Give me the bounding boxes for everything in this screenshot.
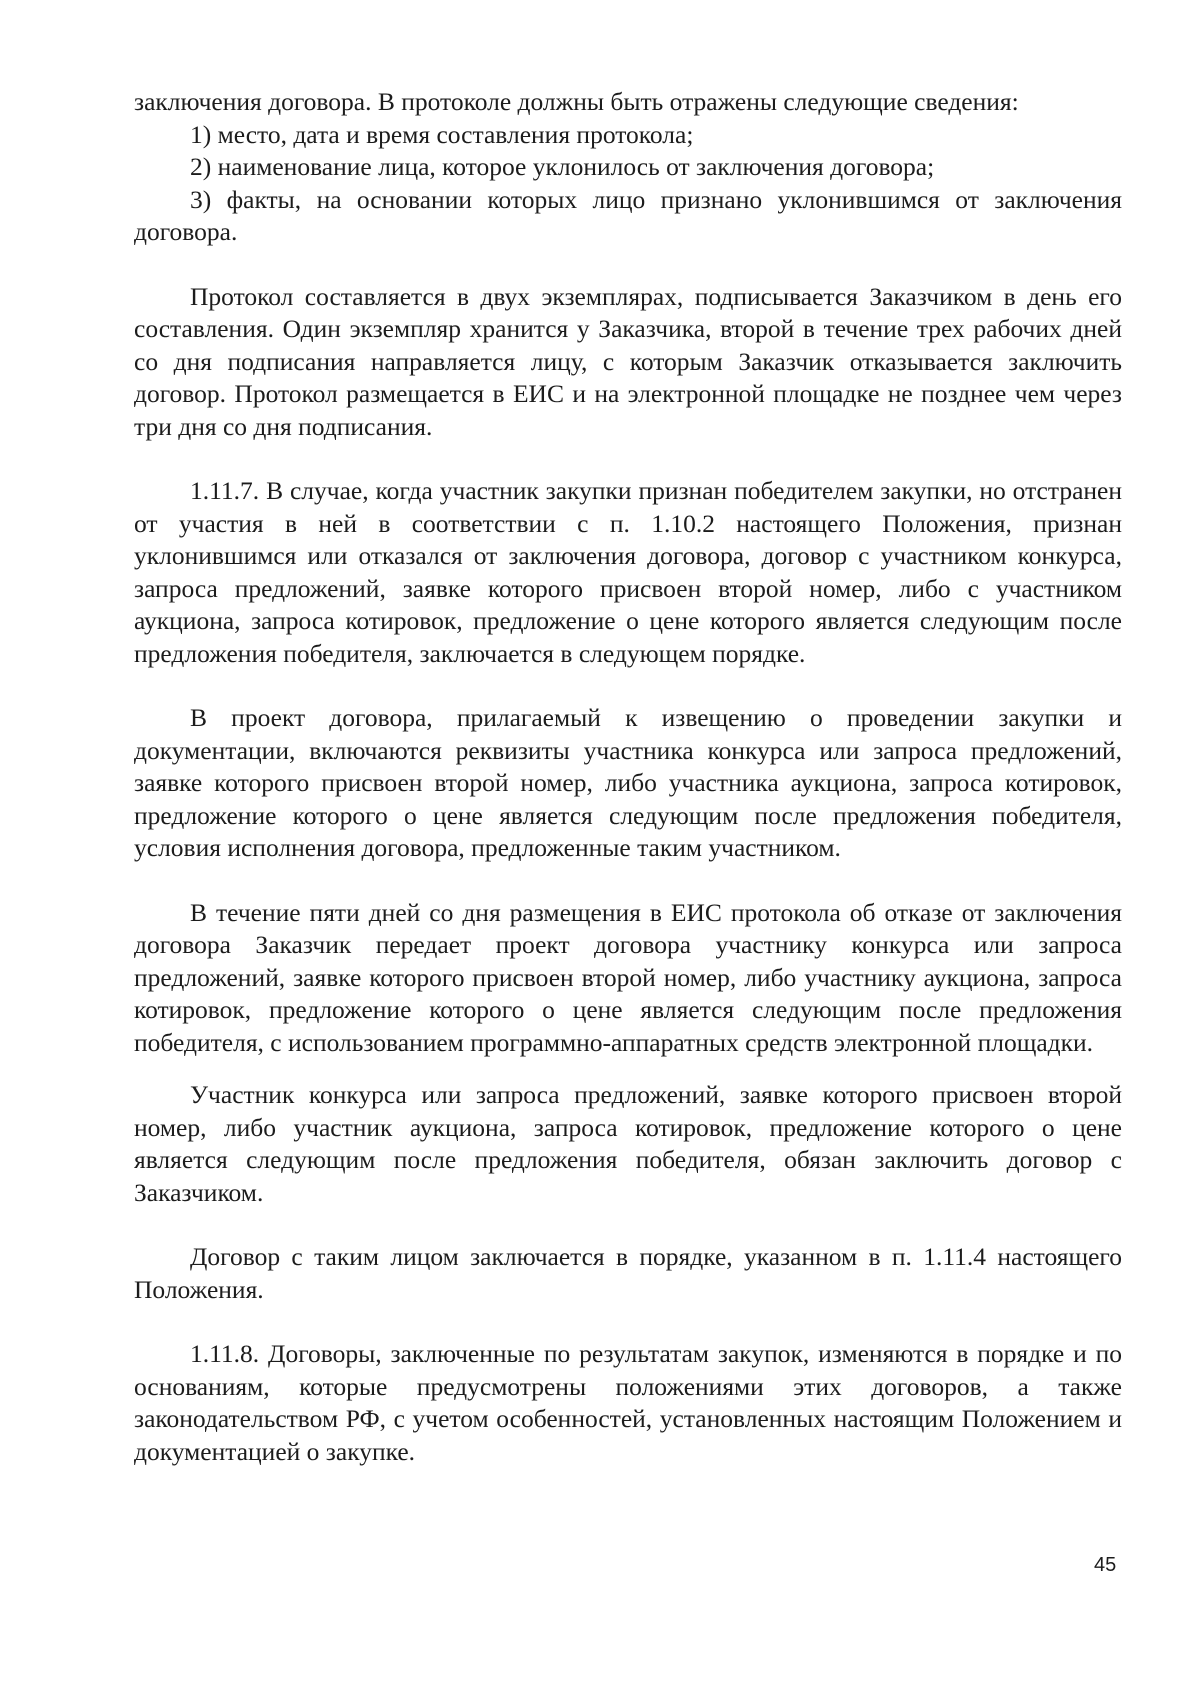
list-item-2: 2) наименование лица, которое уклонилось от заключения договора; <box>190 152 935 181</box>
page-number: 45 <box>1094 1554 1117 1576</box>
list-item-3: 3) факты, на основании которых лицо признано уклонившимся от заключения договора. <box>134 184 1122 246</box>
paragraph-protocol: Протокол составляется в двух экземплярах, подписывается Заказчиком в день его составления. Один экземпляр хранится у Заказчика, второй в течение трех рабочих дней со дня подписания направляется лицу, с которым Заказчик отказывается заключить договор. Протокол размещается в ЕИС и на электронной площадке не позднее чем через три дня со дня подписания. <box>134 281 1122 441</box>
paragraph-draft-contract: В проект договора, прилагаемый к извещению о проведении закупки и документации, включаются реквизиты участника конкурса или запроса предложений, заявке которого присвоен второй номер, либо участника аукциона, запроса котировок, предложение которого о цене является следующим после предложения победителя, условия исполнения договора, предложенные таким участником. <box>134 703 1122 862</box>
paragraph-1-11-8: 1.11.8. Договоры, заключенные по результатам закупок, изменяются в порядке и по основаниям, которые предусмотрены положениями этих договоров, а также законодательством РФ, с учетом особенностей, установленных настоящим Положением и документацией о закупке. <box>134 1339 1122 1466</box>
document-page <box>134 86 1122 1468</box>
paragraph-continuation: заключения договора. В протоколе должны быть отражены следующие сведения: <box>134 87 1019 116</box>
paragraph-1-11-7: 1.11.7. В случае, когда участник закупки признан победителем закупки, но отстранен от участия в ней в соответствии с п. 1.10.2 настоящего Положения, признан уклонившимся или отказался от заключения договора, договор с участником конкурса, запроса предложений, заявке которого присвоен второй номер, либо с участником аукциона, запроса котировок, предложение о цене которого является следующим после предложения победителя, заключается в следующем порядке. <box>134 476 1122 668</box>
paragraph-participant-obliged: Участник конкурса или запроса предложений, заявке которого присвоен второй номер, либо участник аукциона, запроса котировок, предложение которого о цене является следующим после предложения победителя, обязан заключить договор с Заказчиком. <box>134 1080 1122 1207</box>
paragraph-contract-procedure: Договор с таким лицом заключается в порядке, указанном в п. 1.11.4 настоящего Положения. <box>134 1242 1122 1304</box>
list-item-1: 1) место, дата и время составления протокола; <box>190 119 694 149</box>
paragraph-five-days: В течение пяти дней со дня размещения в ЕИС протокола об отказе от заключения договора Заказчик передает проект договора участнику конкурса или запроса предложений, заявке которого присвоен второй номер, либо участнику аукциона, запроса котировок, предложение которого о цене является следующим после предложения победителя, с использованием программно-аппаратных средств электронной площадки. <box>134 897 1122 1057</box>
